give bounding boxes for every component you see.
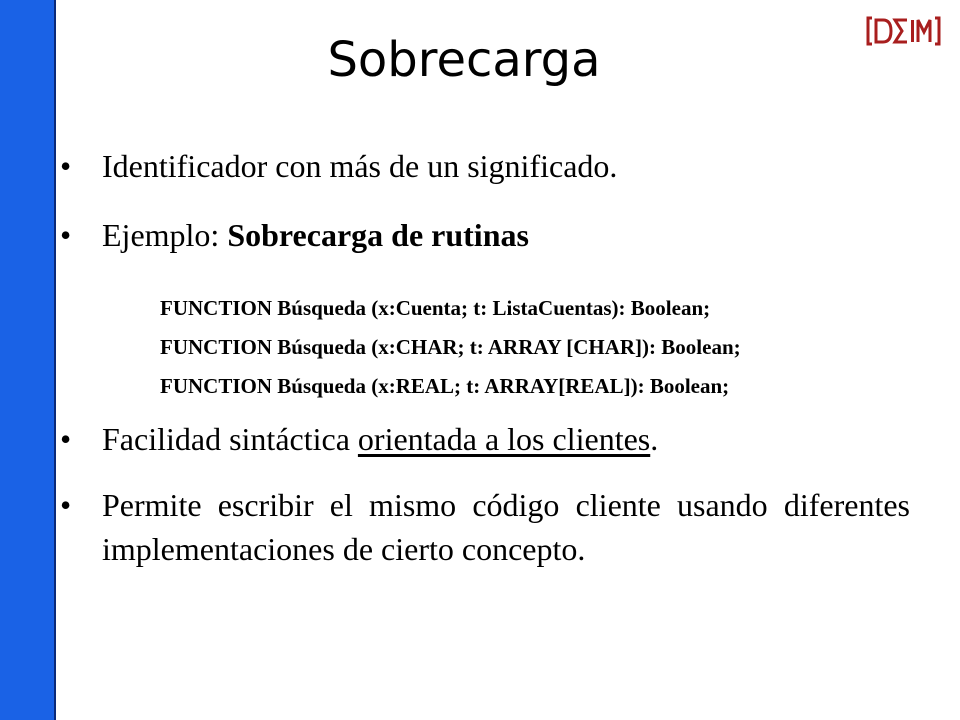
left-accent-bar <box>0 0 56 720</box>
bullet-marker: • <box>60 148 72 184</box>
slide-title: Sobrecarga <box>327 32 601 88</box>
bullet-permite <box>60 483 910 571</box>
code-line: FUNCTION Búsqueda (x:Cuenta; t: ListaCuentas): Boolean; <box>160 296 711 320</box>
code-example-block <box>160 289 920 406</box>
bullet-prefix: Facilidad sintáctica <box>102 421 358 457</box>
bullet-marker: • <box>60 421 72 457</box>
bullet-marker: • <box>60 217 72 253</box>
bullet-suffix: . <box>650 421 659 457</box>
bullet-prefix: Ejemplo: <box>102 217 228 253</box>
bullet-text: Identificador con más de un significado. <box>102 148 618 184</box>
bullet-emphasis: Sobrecarga de rutinas <box>227 217 529 253</box>
bullet-marker: • <box>60 487 72 523</box>
code-line: FUNCTION Búsqueda (x:CHAR; t: ARRAY [CHAR]): Boolean; <box>160 335 741 359</box>
code-line: FUNCTION Búsqueda (x:REAL; t: ARRAY[REAL]): Boolean; <box>160 374 730 398</box>
bullet-ejemplo <box>60 213 910 257</box>
bullet-facilidad <box>60 417 910 461</box>
bullet-identificador <box>60 144 910 188</box>
bullet-underlined-text: orientada a los clientes <box>357 421 651 457</box>
bullet-text: Permite escribir el mismo código cliente usando diferentes implementaciones de cierto concepto. <box>102 487 910 567</box>
